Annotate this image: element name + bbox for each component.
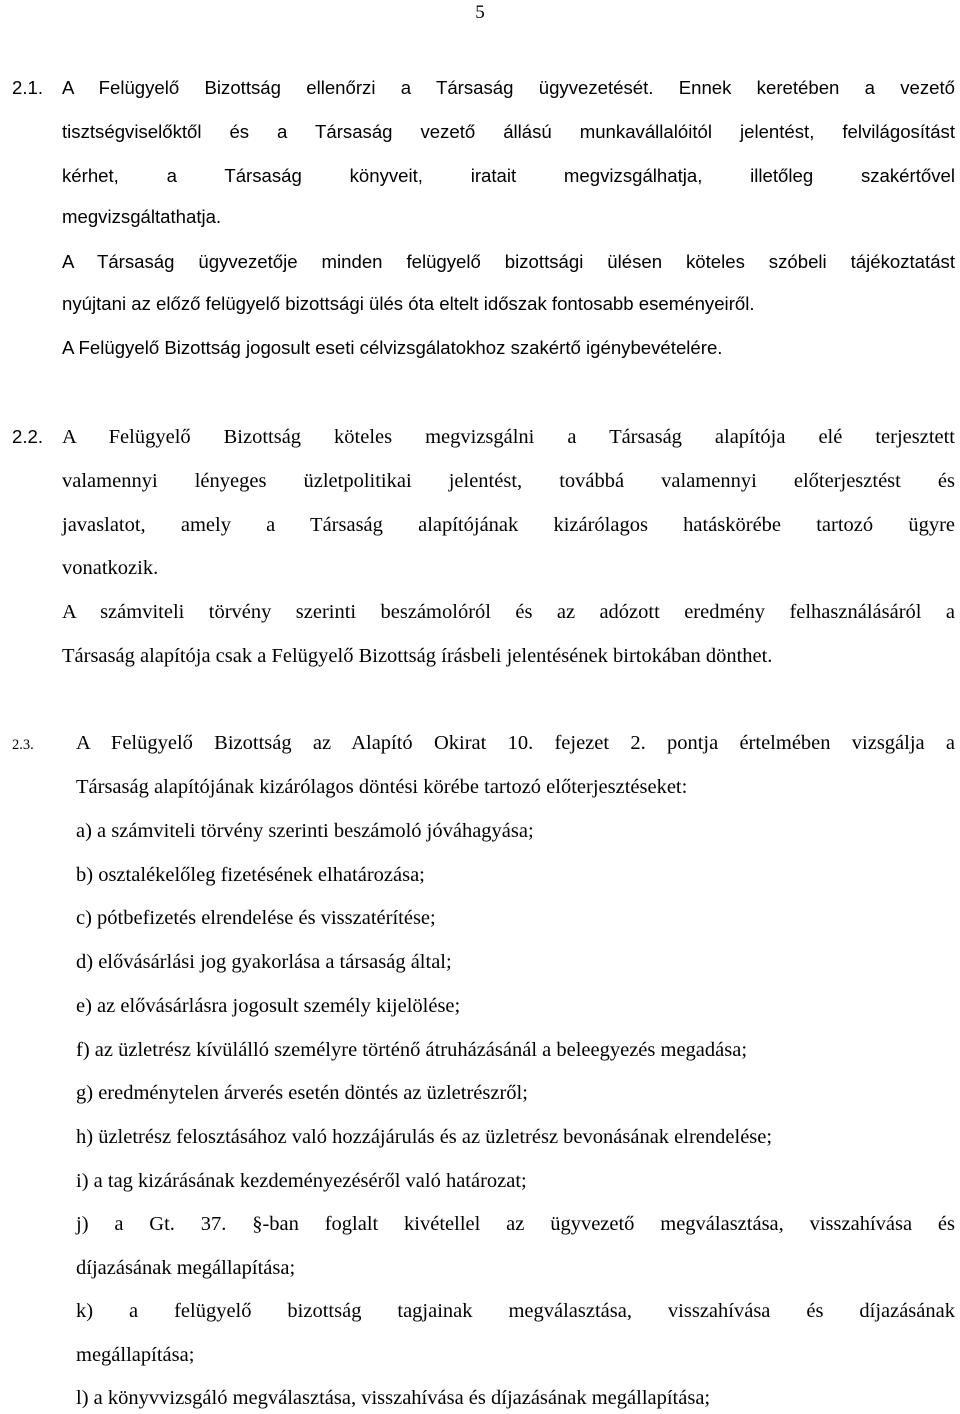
list-item-h: h) üzletrész felosztásához való hozzájárulás és az üzletrész bevonásának elrendelése; xyxy=(76,1126,773,1148)
list-item-i: i) a tag kizárásának kezdeményezéséről való határozat; xyxy=(76,1170,527,1192)
list-item-l: l) a könyvvizsgáló megválasztása, visszahívása és díjazásának megállapítása; xyxy=(76,1387,711,1409)
section-number-2-2: 2.2. xyxy=(12,426,44,447)
list-item-j-line-1: j) a Gt. 37. §-ban foglalt kivétellel az ügyvezető megválasztása, visszahívása és xyxy=(76,1213,955,1235)
section-2-3-line-1: A Felügyelő Bizottság az Alapító Okirat 10. fejezet 2. pontja értelmében vizsgálja a xyxy=(76,732,955,754)
list-item-c: c) pótbefizetés elrendelése és visszatérítése; xyxy=(76,907,436,929)
list-item-a: a) a számviteli törvény szerinti beszámoló jóváhagyása; xyxy=(76,820,534,842)
section-2-1-para2-line-1: A Társaság ügyvezetője minden felügyelő bizottsági ülésen köteles szóbeli tájékoztatást xyxy=(62,251,955,272)
section-2-2-para2-line-2: Társaság alapítója csak a Felügyelő Bizottság írásbeli jelentésének birtokában dönthet. xyxy=(62,645,773,667)
section-2-2-line-4: vonatkozik. xyxy=(62,557,159,579)
section-2-1-line-2: tisztségviselőktől és a Társaság vezető állású munkavállalóitól jelentést, felvilágosítást xyxy=(62,121,955,142)
list-item-k-line-2: megállapítása; xyxy=(76,1344,195,1366)
section-2-3-line-2: Társaság alapítójának kizárólagos döntési körébe tartozó előterjesztéseket: xyxy=(76,776,688,798)
page-number: 5 xyxy=(475,2,485,23)
list-item-e: e) az elővásárlásra jogosult személy kijelölése; xyxy=(76,995,461,1017)
list-item-k-line-1: k) a felügyelő bizottság tagjainak megválasztása, visszahívása és díjazásának xyxy=(76,1300,955,1322)
section-2-1-line-1: A Felügyelő Bizottság ellenőrzi a Társaság ügyvezetését. Ennek keretében a vezető xyxy=(62,77,955,98)
list-item-b: b) osztalékelőleg fizetésének elhatározása; xyxy=(76,864,425,886)
section-2-1-para3: A Felügyelő Bizottság jogosult eseti célvizsgálatokhoz szakértő igénybevételére. xyxy=(62,337,723,358)
section-number-2-1: 2.1. xyxy=(12,77,44,98)
section-number-2-3: 2.3. xyxy=(12,737,34,753)
section-2-1-line-3: kérhet, a Társaság könyveit, iratait megvizsgálhatja, illetőleg szakértővel xyxy=(62,165,955,186)
list-item-j-line-2: díjazásának megállapítása; xyxy=(76,1257,296,1279)
section-2-2-line-1: A Felügyelő Bizottság köteles megvizsgálni a Társaság alapítója elé terjesztett xyxy=(62,426,955,448)
section-2-1-line-4: megvizsgáltathatja. xyxy=(62,206,222,227)
section-2-2-line-2: valamennyi lényeges üzletpolitikai jelentést, továbbá valamennyi előterjesztést és xyxy=(62,470,955,492)
list-item-g: g) eredménytelen árverés esetén döntés az üzletrészről; xyxy=(76,1082,528,1104)
list-item-d: d) elővásárlási jog gyakorlása a társaság által; xyxy=(76,951,452,973)
section-2-2-para2-line-1: A számviteli törvény szerinti beszámolóról és az adózott eredmény felhasználásáról a xyxy=(62,601,955,623)
section-2-2-line-3: javaslatot, amely a Társaság alapítójának kizárólagos hatáskörébe tartozó ügyre xyxy=(62,514,955,536)
list-item-f: f) az üzletrész kívülálló személyre történő átruházásánál a beleegyezés megadása; xyxy=(76,1039,748,1061)
section-2-1-para2-line-2: nyújtani az előző felügyelő bizottsági ülés óta eltelt időszak fontosabb eseményeiről. xyxy=(62,293,755,314)
